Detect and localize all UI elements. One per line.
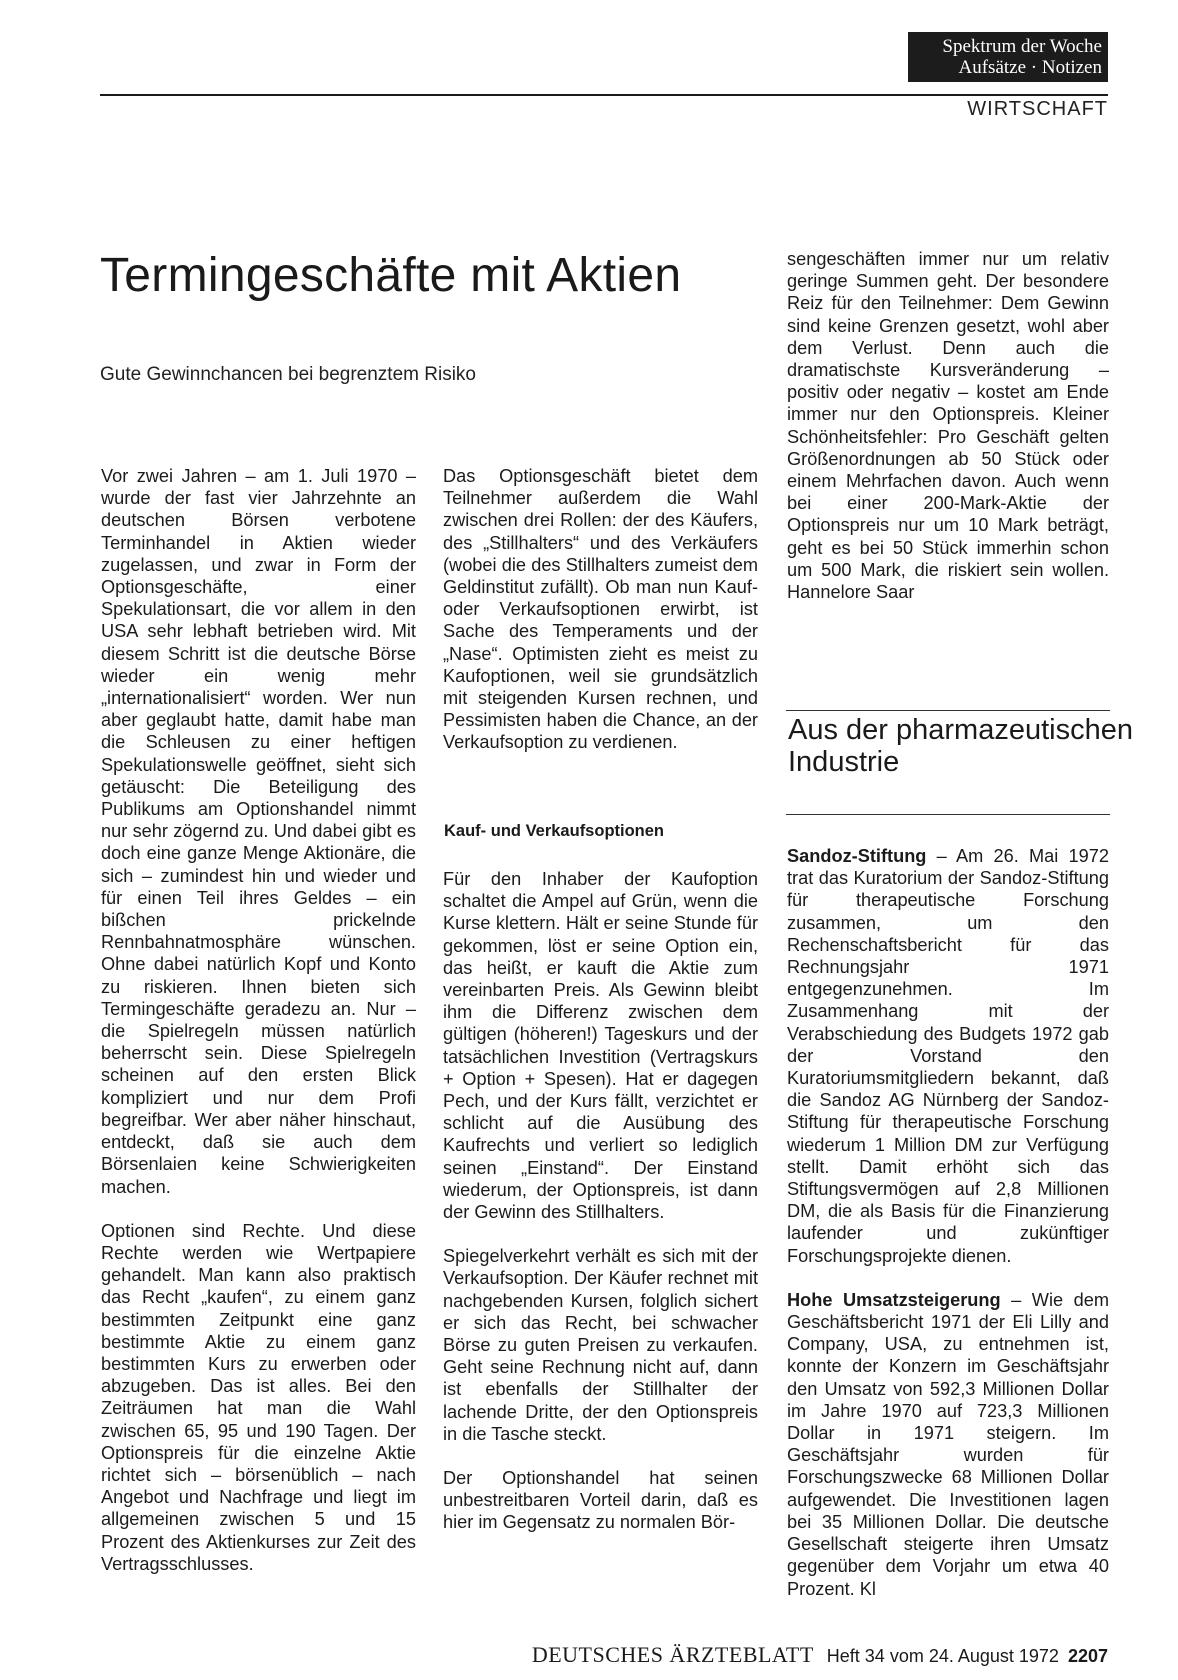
news-item-lead: Sandoz-Stiftung — [787, 846, 927, 866]
page-footer — [532, 1642, 1108, 1668]
news-item — [787, 1289, 1109, 1600]
sidebar-column — [787, 845, 1109, 1600]
section-name: WIRTSCHAFT — [967, 98, 1108, 120]
box-line-1: Spektrum der Woche — [942, 36, 1102, 57]
news-item-text: – Am 26. Mai 1972 trat das Kuratorium der Sandoz-Stiftung für therapeutische Forschung zusammen, um den Rechenschaftsbericht für das Rechnungsjahr 1971 entgegenzunehmen. Im Zusammenhang mit der Verabschiedung des Budgets 1972 gab der Vorstand den Kuratoriumsmitgliedern bekannt, daß die Sandoz AG Nürnberg der Sandoz-Stiftung für therapeutische Forschung wiederum 1 Million DM zur Verfügung stellt. Damit erhöht sich das Stiftungsvermögen auf 2,8 Millionen DM, die als Basis für die Finanzierung laufender und zukünftiger Forschungsprojekte dienen. — [787, 846, 1109, 1266]
news-item-lead: Hohe Umsatzsteigerung — [787, 1289, 1001, 1310]
column-2-continued — [443, 868, 758, 1534]
magazine-name: DEUTSCHES ÄRZTEBLATT — [531, 1642, 814, 1667]
issue-info: Heft 34 vom 24. August 1972 — [826, 1646, 1059, 1666]
sidebar-heading: Aus der pharmazeutischen Industrie — [788, 714, 1133, 778]
paragraph: Optionen sind Rechte. Und diese Rechte werden wie Wertpapiere gehandelt. Man kann also praktisch das Recht „kaufen“, zu einem ganz bestimmten Zeitpunkt eine ganz bestimmte Aktie zu einem ganz bestimmten Kurs zu erwerben oder abzugeben. Das ist alles. Bei den Zeiträumen hat man die Wahl zwischen 65, 95 und 190 Tagen. Der Optionspreis für die einzelne Aktie richtet sich – börsenüblich – nach Angebot und Nachfrage und liegt im allgemeinen zwischen 5 und 15 Prozent des Aktienkurses zur Zeit des Vertragsschlusses. — [101, 1220, 416, 1574]
paragraph: sengeschäften immer nur um relativ geringe Summen geht. Der besondere Reiz für den Teilnehmer: Dem Gewinn sind keine Grenzen gesetzt, wohl aber dem Verlust. Denn auch die dramatischste Kursveränderung – positiv oder negativ – kostet am Ende immer nur den Optionspreis. Kleiner Schönheitsfehler: Pro Geschäft gelten Größenordnungen ab 50 Stück oder einem Mehrfachen davon. Auch wenn bei einer 200-Mark-Aktie der Optionspreis nur um 10 Mark beträgt, geht es bei 50 Stück immerhin schon um 500 Mark, die riskiert sein wollen. Hannelore Saar — [787, 249, 1109, 603]
article-subhead: Kauf- und Verkaufsoptionen — [444, 822, 665, 840]
paragraph: Für den Inhaber der Kaufoption schaltet die Ampel auf Grün, wenn die Kurse klettern. Hält er seine Stunde für gekommen, löst er seine Option ein, das heißt, er kauft die Aktie zum vereinbarten Preis. Als Gewinn bleibt ihm die Differenz zwischen dem gültigen (höheren!) Tageskurs und der tatsächlichen Investition (Vertragskurs + Option + Spesen). Hat er dagegen Pech, und der Kurs fällt, verzichtet er schlicht auf die Ausübung des Kaufrechts und verliert so lediglich seinen „Einstand“. Der Einstand wiederum, der Optionspreis, ist dann der Gewinn des Stillhalters. — [443, 869, 758, 1223]
box-line-2: Aufsätze · Notizen — [958, 57, 1102, 78]
section-label-box — [908, 32, 1108, 82]
article-subtitle: Gute Gewinnchancen bei begrenztem Risiko — [100, 364, 476, 385]
paragraph: Spiegelverkehrt verhält es sich mit der Verkaufsoption. Der Käufer rechnet mit nachgebenden Kursen, folglich sichert er sich das Recht, bei schwacher Börse zu guten Preisen zu verkaufen. Geht seine Rechnung nicht auf, dann ist ebenfalls der Stillhalter der lachende Dritte, der den Optionspreis in die Tasche steckt. — [443, 1246, 758, 1444]
column-3 — [787, 248, 1109, 603]
article-title: Termingeschäfte mit Aktien — [100, 249, 682, 302]
sidebar-rule-bottom — [786, 814, 1110, 815]
column-2 — [443, 465, 758, 754]
news-item — [787, 845, 1109, 1267]
paragraph: Vor zwei Jahren – am 1. Juli 1970 – wurde der fast vier Jahrzehnte an deutschen Börsen verbotene Terminhandel in Aktien wieder zugelassen, und zwar in Form der Optionsgeschäfte, einer Spekulationsart, die vor allem in den USA sehr lebhaft betrieben wird. Mit diesem Schritt ist die deutsche Börse wieder ein wenig mehr „internationalisiert“ worden. Wer nun aber geglaubt hatte, damit habe man die Schleusen zu einer heftigen Spekulationswelle geöffnet, sieht sich getäuscht: Die Beteiligung des Publikums am Optionshandel nimmt nur sehr zögernd zu. Und dabei gibt es doch eine ganze Menge Aktionäre, die sich – zumindest hin und wieder und für einen Teil ihres Geldes – ein bißchen prickelnde Rennbahnatmosphäre wünschen. Ohne dabei natürlich Kopf und Konto zu riskieren. Ihnen bieten sich Termingeschäfte geradezu an. Nur – die Spielregeln müssen natürlich beherrscht sein. Diese Spielregeln scheinen auf den ersten Blick kompliziert und nur dem Profi begreifbar. Wer aber näher hinschaut, entdeckt, daß sie auch dem Börsenlaien keine Schwierigkeiten machen. — [101, 466, 416, 1197]
paragraph: Das Optionsgeschäft bietet dem Teilnehmer außerdem die Wahl zwischen drei Rollen: der des Käufers, des „Stillhalters“ und des Verkäufers (wobei die des Stillhalters zumeist dem Geldinstitut zufällt). Ob man nun Kauf- oder Verkaufsoptionen erwirbt, ist Sache des Temperaments und der „Nase“. Optimisten zieht es meist zu Kaufoptionen, weil sie grundsätzlich mit steigenden Kursen rechnen, und Pessimisten haben die Chance, an der Verkaufsoption zu verdienen. — [443, 466, 758, 753]
column-1 — [101, 465, 416, 1575]
sidebar-rule-top — [786, 710, 1110, 711]
news-item-text: – Wie dem Geschäftsbericht 1971 der Eli Lilly and Company, USA, zu entnehmen ist, konnte der Konzern im Geschäftsjahr den Umsatz von 592,3 Millionen Dollar im Jahre 1970 auf 723,3 Millionen Dollar in 1971 steigern. Im Geschäftsjahr wurden für Forschungszwecke 68 Millionen Dollar aufgewendet. Die Investitionen lagen bei 35 Millionen Dollar. Die deutsche Gesellschaft steigerte ihren Umsatz gegenüber dem Vorjahr um etwa 40 Prozent. Kl — [787, 1289, 1109, 1599]
paragraph: Der Optionshandel hat seinen unbestreitbaren Vorteil darin, daß es hier im Gegensatz zu normalen Bör- — [443, 1468, 758, 1533]
header-rule — [100, 94, 1108, 96]
page-number: 2207 — [1067, 1646, 1108, 1666]
